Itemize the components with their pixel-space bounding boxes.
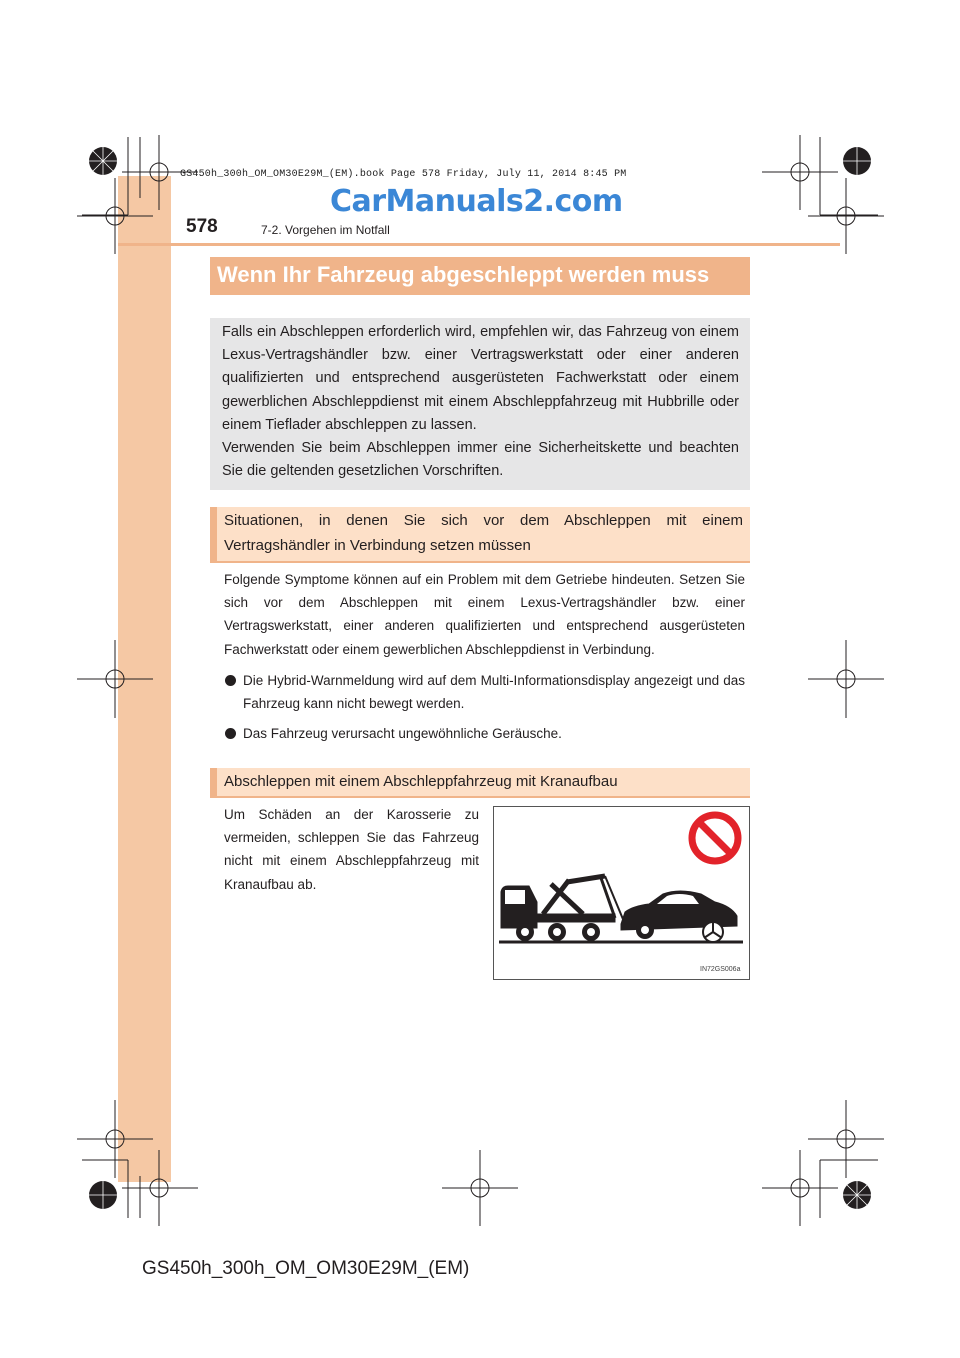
figure-code: IN72GS006a	[700, 966, 741, 973]
bullet-dot	[225, 728, 236, 739]
tow-truck-icon	[501, 876, 625, 941]
bullet-item-noises: Das Fahrzeug verursacht ungewöhnliche Geräusche.	[243, 726, 562, 741]
intro-text	[222, 321, 739, 483]
section-heading-contact-dealer: Situationen, in denen Sie sich vor dem Abschleppen mit einem Vertragshändler in Verbindung setzen müssen	[224, 512, 743, 554]
intro-paragraph-2: Verwenden Sie beim Abschleppen immer eine Sicherheitskette und beachten Sie die geltenden gesetzlichen Vorschriften.	[222, 440, 739, 480]
footer-doc-id: GS450h_300h_OM_OM30E29M_(EM)	[142, 1258, 470, 1279]
watermark-text[interactable]: CarManuals2.com	[330, 184, 623, 219]
page-number: 578	[186, 216, 218, 237]
prohibition-sign-icon	[692, 815, 738, 861]
towed-car-icon	[621, 891, 737, 942]
intro-paragraph-1: Falls ein Abschleppen erforderlich wird, empfehlen wir, das Fahrzeug von einem Lexus-Vertragshändler bzw. einer Vertragswerkstatt oder einer anderen qualifizierten und entsprechend ausgerüsteten Fachwerkstatt oder einem gewerblichen Abschleppdienst mit einem Abschleppfahrzeug mit Hubbrille oder einem Tieflader abschleppen zu lassen.	[222, 324, 739, 433]
header-rule	[118, 243, 840, 246]
section-heading-crane-tow: Abschleppen mit einem Abschleppfahrzeug mit Kranaufbau	[224, 773, 618, 790]
tow-truck-illustration	[493, 806, 750, 980]
section-label: 7-2. Vorgehen im Notfall	[261, 223, 390, 237]
page-title: Wenn Ihr Fahrzeug abgeschleppt werden muss	[217, 262, 710, 287]
bullet-dot	[225, 675, 236, 686]
bullet-item-hybrid-warning: Die Hybrid-Warnmeldung wird auf dem Multi-Informationsdisplay angezeigt und das Fahrzeug kann nicht bewegt werden.	[243, 673, 745, 712]
print-file-info: GS450h_300h_OM_OM30E29M_(EM).book Page 578 Friday, July 11, 2014 8:45 PM	[180, 169, 627, 180]
section-body-symptoms: Folgende Symptome können auf ein Problem mit dem Getriebe hindeuten. Setzen Sie sich vor dem Abschleppen mit einem Lexus-Vertragshändler bzw. einer Vertragswerkstatt, einer anderen qualifizierten und entsprechend ausgerüsteten Fachwerkstatt oder einem gewerblichen Abschleppdienst in Verbindung.	[224, 572, 745, 657]
section-body-crane-tow: Um Schäden an der Karosserie zu vermeiden, schleppen Sie das Fahrzeug nicht mit einem Abschleppfahrzeug mit Kranaufbau ab.	[224, 807, 479, 892]
